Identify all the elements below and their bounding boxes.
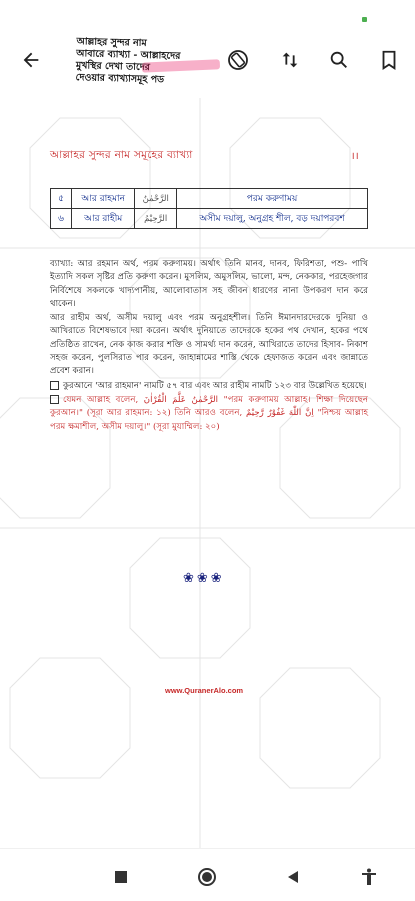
- search-icon[interactable]: [326, 47, 352, 73]
- paragraph: ব্যাখ্যা: আর রহমান অর্থ, পরম করুণাময়। অর্থাৎ তিনি মানব, দানব, ফিরিশতা, পশু- পাখি ইত্যাদি সকল সৃষ্টির প্রতি করুণা করেন। মুসলিম, অমুসলিম, ভালো, মন্দ, নেককার, পরহেজগার নির্বিশেষে সকলকে খাদ্যপানীয়, আলোবাতাস সহ জীবন ধারণের নানা উপকরণ দান করে থাকেন।: [50, 259, 368, 309]
- row-name: আর রাহীম: [72, 209, 135, 229]
- section-divider-stars: ❀❀❀: [183, 571, 225, 586]
- back-triangle-icon[interactable]: [282, 866, 304, 888]
- title-line-4: দেওয়ার ব্যাখ্যাসমূহ পড: [75, 72, 165, 86]
- explanation-text: [50, 258, 368, 435]
- sort-icon[interactable]: [277, 47, 303, 73]
- checkbox-bullet-icon: [50, 395, 59, 404]
- pdf-page: [0, 98, 415, 848]
- accessibility-icon[interactable]: [358, 866, 380, 888]
- table-row: [51, 209, 368, 229]
- status-indicator-dot: [362, 17, 367, 22]
- square-recents-icon[interactable]: [110, 866, 132, 888]
- table-row: [51, 189, 368, 209]
- row-name: আর রাহমান: [72, 189, 135, 209]
- app-bar: [0, 30, 415, 88]
- system-nav-bar: [0, 848, 415, 901]
- bullet-text: কুরআনে 'আর রাহমান' নামটি ৫৭ বার এবং আর রাহীম নামটি ১২৩ বার উল্লেখিত হয়েছে।: [63, 380, 367, 391]
- section-heading: [50, 148, 365, 165]
- bullet-paragraph: [50, 380, 368, 393]
- screen-rotation-icon[interactable]: [225, 47, 251, 73]
- heading-text: আল্লাহর সুন্দর নাম সমূহের ব্যাখ্যা: [50, 149, 193, 161]
- website-footer: www.QuranerAlo.com: [165, 686, 244, 695]
- home-circle-icon[interactable]: [196, 866, 218, 888]
- title-line-2: আবারে ব্যাখ্যা - আল্লাহদের: [76, 48, 181, 62]
- checkbox-bullet-icon: [50, 381, 59, 390]
- row-number: ৫: [51, 189, 72, 209]
- row-arabic: الرَّحِيْمُ: [135, 209, 177, 229]
- paragraph: আর রাহীম অর্থ, অসীম দয়ালু এবং পরম অনুগ্রহশীল। তিনি ঈমানদারদেরকে দুনিয়া ও আখিরাতে বিশেষভাবে দয়া করেন। অর্থাৎ দুনিয়াতে তাদেরকে হকের পথ দেখান, হকের পথে প্রতিষ্ঠিত রাখেন, নেক কাজ করার শক্তি ও সামর্থ্য দান করেন, আখিরাতে তাদের হিসাব- নিকাশ সহজ করেন, পুলসিরাত পার করেন, জাহান্নামের শাস্তি থেকে হেফাজত করেন এবং জান্নাতে প্রবেশ করান।: [50, 313, 368, 377]
- bullet-text: যেমন আল্লাহ বলেন, الرَّحْمٰنُ عَلَّمَ الْقُرْاٰنَ "পরম করুণাময় আল্লাহ। শিক্ষা দিয়েছেন কুরআন।" (সূরা আর রাহমান: ১২) তিনি আরও বলেন, اِنَّ اللّٰهَ غَفُوْرٌ رَّحِيْمٌ "নিশ্চয় আল্লাহ পরম ক্ষমাশীল, অসীম দয়ালু।" (সূরা মুযাম্মিল: ২০): [50, 394, 368, 432]
- row-meaning: অসীম দয়ালু, অনুগ্রহ শীল, বড় দয়াপরবশ: [177, 209, 368, 229]
- row-arabic: الرَّحْمٰنُ: [135, 189, 177, 209]
- heading-number: ।।: [350, 151, 359, 162]
- title-line-3: মুখস্থির দেখা তাদের: [75, 60, 151, 74]
- back-arrow-icon[interactable]: [18, 47, 44, 73]
- status-bar: [0, 0, 415, 30]
- title-line-1: আল্লাহর সুন্দর নাম: [76, 36, 147, 50]
- document-title: [75, 36, 216, 88]
- bullet-paragraph: [50, 394, 368, 434]
- bookmark-icon[interactable]: [376, 47, 402, 73]
- row-number: ৬: [51, 209, 72, 229]
- row-meaning: পরম করুণাময়: [177, 189, 368, 209]
- names-table: [50, 188, 368, 229]
